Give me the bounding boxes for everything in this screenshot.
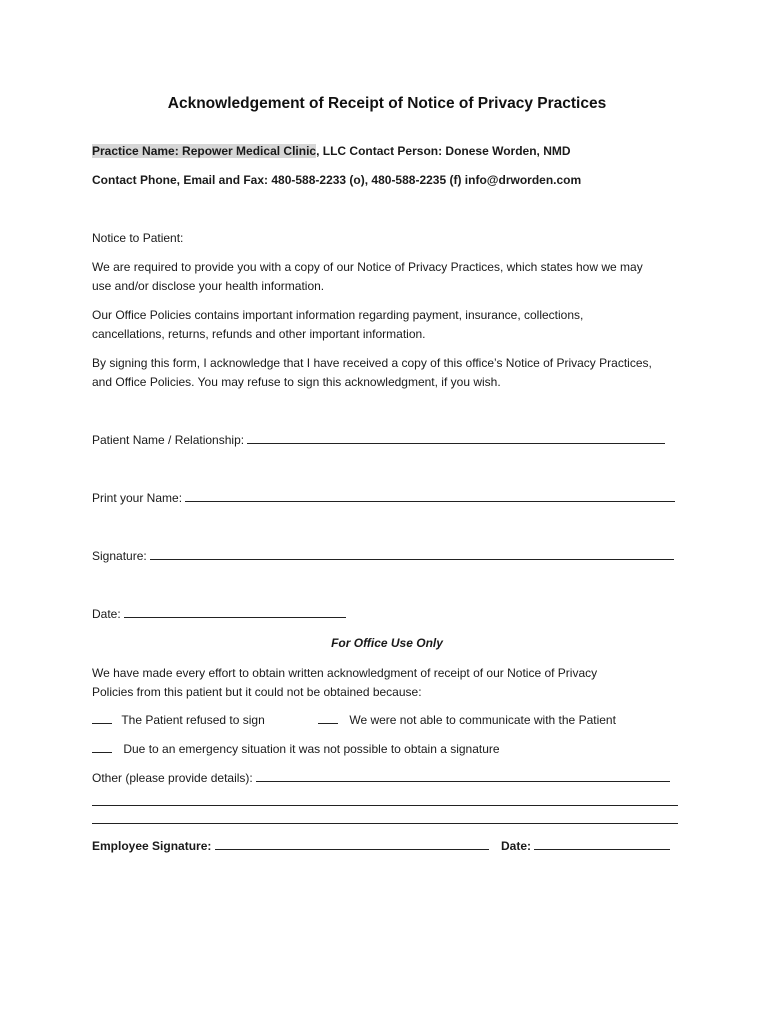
- patient-name-row: [92, 432, 665, 447]
- print-name-label: Print your Name:: [92, 491, 183, 505]
- signature-row: [92, 548, 674, 563]
- option-emergency-row: [92, 741, 500, 756]
- other-row: [92, 770, 670, 785]
- notice-paragraph-3: [92, 354, 692, 392]
- employee-signature-field[interactable]: [215, 838, 489, 850]
- employee-date-row: [501, 838, 670, 853]
- date-row: [92, 606, 346, 621]
- notice-p1-line1: We are required to provide you with a copy of our Notice of Privacy Practices, which states how we may: [92, 260, 643, 274]
- document-title: Acknowledgement of Receipt of Notice of Privacy Practices: [167, 95, 607, 112]
- notice-p2-line2: cancellations, returns, refunds and other important information.: [92, 327, 426, 341]
- other-details-line-3[interactable]: [92, 823, 678, 824]
- contact-line: Contact Phone, Email and Fax: 480-588-2233 (o), 480-588-2235 (f) info@drworden.com: [92, 173, 582, 187]
- notice-heading: Notice to Patient:: [92, 231, 184, 245]
- other-details-line-2[interactable]: [92, 805, 678, 806]
- practice-name-highlight: Practice Name: Repower Medical Clinic: [92, 144, 317, 158]
- other-details-field[interactable]: [256, 770, 670, 782]
- practice-line: [92, 144, 571, 158]
- option-refused-row: [92, 712, 265, 727]
- signature-field[interactable]: [150, 548, 674, 560]
- employee-signature-row: [92, 838, 489, 853]
- print-name-row: [92, 490, 675, 505]
- option-communicate-label: We were not able to communicate with the Patient: [349, 713, 616, 727]
- practice-name-rest: , LLC Contact Person: Donese Worden, NMD: [316, 144, 571, 158]
- employee-signature-label: Employee Signature:: [92, 839, 212, 853]
- patient-name-label: Patient Name / Relationship:: [92, 433, 245, 447]
- option-emergency-label: Due to an emergency situation it was not possible to obtain a signature: [123, 742, 500, 756]
- notice-p3-line2: and Office Policies. You may refuse to sign this acknowledgment, if you wish.: [92, 375, 501, 389]
- notice-paragraph-1: [92, 258, 692, 296]
- print-name-field[interactable]: [185, 490, 675, 502]
- notice-paragraph-2: [92, 306, 692, 344]
- notice-p3-line1: By signing this form, I acknowledge that I have received a copy of this office’s Notice of Privacy Practices,: [92, 356, 652, 370]
- employee-date-field[interactable]: [534, 838, 670, 850]
- option-communicate-row: [318, 712, 616, 727]
- option-emergency-checkbox[interactable]: [92, 741, 112, 753]
- notice-p1-line2: use and/or disclose your health information.: [92, 279, 325, 293]
- office-use-heading: For Office Use Only: [331, 636, 443, 650]
- date-label: Date:: [92, 607, 121, 621]
- signature-label: Signature:: [92, 549, 147, 563]
- office-intro-line2: Policies from this patient but it could not be obtained because:: [92, 685, 422, 699]
- option-refused-checkbox[interactable]: [92, 712, 112, 724]
- notice-p2-line1: Our Office Policies contains important information regarding payment, insurance, collections,: [92, 308, 584, 322]
- option-refused-label: The Patient refused to sign: [121, 713, 265, 727]
- office-intro-line1: We have made every effort to obtain written acknowledgment of receipt of our Notice of Privacy: [92, 666, 598, 680]
- employee-date-label: Date:: [501, 839, 532, 853]
- patient-name-field[interactable]: [247, 432, 665, 444]
- other-label: Other (please provide details):: [92, 771, 253, 785]
- date-field[interactable]: [124, 606, 346, 618]
- option-communicate-checkbox[interactable]: [318, 712, 338, 724]
- office-intro: [92, 664, 692, 702]
